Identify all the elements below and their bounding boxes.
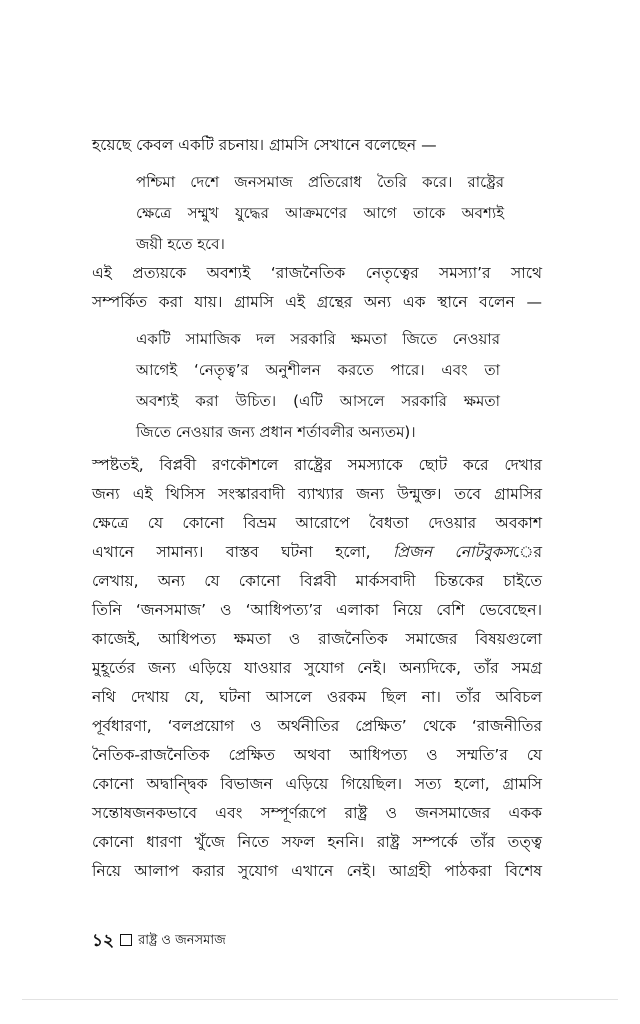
- quote-line: একটি সামাজিক দল সরকারি ক্ষমতা জিতে নেওয়ার: [136, 330, 500, 348]
- paragraph-line: জন্য এই থিসিস সংস্কারবাদী ব্যাখ্যার জন্য উন্মুক্ত। তবে গ্রামসির: [92, 485, 542, 503]
- paragraph-line: স্পষ্টতই, বিপ্লবী রণকৌশলে রাষ্ট্রের সমস্যাকে ছোট করে দেখার: [92, 456, 542, 474]
- paragraph-2: [92, 259, 542, 317]
- quote-line: অবশ্যই করা উচিত। (এটি আসলে সরকারি ক্ষমতা: [136, 392, 500, 410]
- running-title: রাষ্ট্র ও জনসমাজ: [138, 933, 226, 948]
- quote-line: আগেই ‘নেতৃত্ব’র অনুশীলন করতে পারে। এবং তা: [136, 361, 500, 379]
- paragraph-line: ক্ষেত্রে যে কোনো বিভ্রম আরোপে বৈধতা দেওয়ার অবকাশ: [92, 514, 542, 532]
- paragraph-line: কোনো ধারণা খুঁজে নিতে সফল হননি। রাষ্ট্র সম্পর্কে তাঁর তত্ত্ব: [92, 833, 542, 851]
- paragraph-line: সন্তোষজনকভাবে এবং সম্পূর্ণরূপে রাষ্ট্র ও জনসমাজের একক: [92, 804, 542, 822]
- quote-line: জয়ী হতে হবে।: [136, 235, 225, 253]
- paragraph-intro: [92, 131, 512, 160]
- paragraph-line: কোনো অদ্বান্দ্বিক বিভাজন এড়িয়ে গিয়েছিল। সত্য হলো, গ্রামসি: [92, 775, 542, 793]
- quote-line: পশ্চিমা দেশে জনসমাজ প্রতিরোধ তৈরি করে। রাষ্ট্রের: [136, 173, 504, 191]
- paragraph-line: নথি দেখায় যে, ঘটনা আসলে ওরকম ছিল না। তাঁর অবিচল: [92, 688, 542, 706]
- paragraph-main: [92, 451, 542, 886]
- paragraph-text: ের: [512, 543, 542, 561]
- paragraph-line: মুহূর্তের জন্য এড়িয়ে যাওয়ার সুযোগ নেই। অন্যদিকে, তাঁর সমগ্র: [92, 659, 542, 677]
- page-bottom-rule: [22, 999, 618, 1000]
- paragraph-line-with-title: [92, 538, 542, 567]
- page-number: ১২: [92, 931, 115, 951]
- paragraph-line: সম্পর্কিত করা যায়। গ্রামসি এই গ্রন্থের অন্য এক স্থানে বলেন —: [92, 293, 542, 311]
- page-footer: [92, 930, 226, 952]
- quote-line: জিতে নেওয়ার জন্য প্রধান শর্তাবলীর অন্যতম)।: [136, 423, 416, 441]
- block-quote-1: [136, 167, 504, 260]
- paragraph-line: হয়েছে কেবল একটি রচনায়। গ্রামসি সেখানে বলেছেন —: [92, 136, 437, 154]
- paragraph-line: লেখায়, অন্য যে কোনো বিপ্লবী মার্কসবাদী চিন্তকের চাইতে: [92, 572, 542, 590]
- paragraph-line: কাজেই, আধিপত্য ক্ষমতা ও রাজনৈতিক সমাজের বিষয়গুলো: [92, 630, 542, 648]
- paragraph-line: নৈতিক-রাজনৈতিক প্রেক্ষিত অথবা আধিপত্য ও সম্মতি’র যে: [92, 746, 542, 764]
- block-quote-2: [136, 324, 500, 448]
- paragraph-line: নিয়ে আলাপ করার সুযোগ এখানে নেই। আগ্রহী পাঠকরা বিশেষ: [92, 862, 542, 880]
- paragraph-line: এই প্রত্যয়কে অবশ্যই ‘রাজনৈতিক নেতৃত্বের সমস্যা’র সাথে: [92, 264, 542, 282]
- paragraph-line: তিনি ‘জনসমাজ’ ও ‘আধিপত্য’র এলাকা নিয়ে বেশি ভেবেছেন।: [92, 601, 542, 619]
- book-title-italic: প্রিজন নোটবুকস: [392, 543, 513, 561]
- paragraph-text: এখানে সামান্য। বাস্তব ঘটনা হলো,: [92, 543, 393, 561]
- quote-line: ক্ষেত্রে সম্মুখ যুদ্ধের আক্রমণের আগে তাকে অবশ্যই: [136, 204, 504, 222]
- square-box-icon: [120, 934, 132, 946]
- paragraph-line: পূর্বধারণা, ‘বলপ্রয়োগ ও অর্থনীতির প্রেক্ষিত’ থেকে ‘রাজনীতির: [92, 717, 542, 735]
